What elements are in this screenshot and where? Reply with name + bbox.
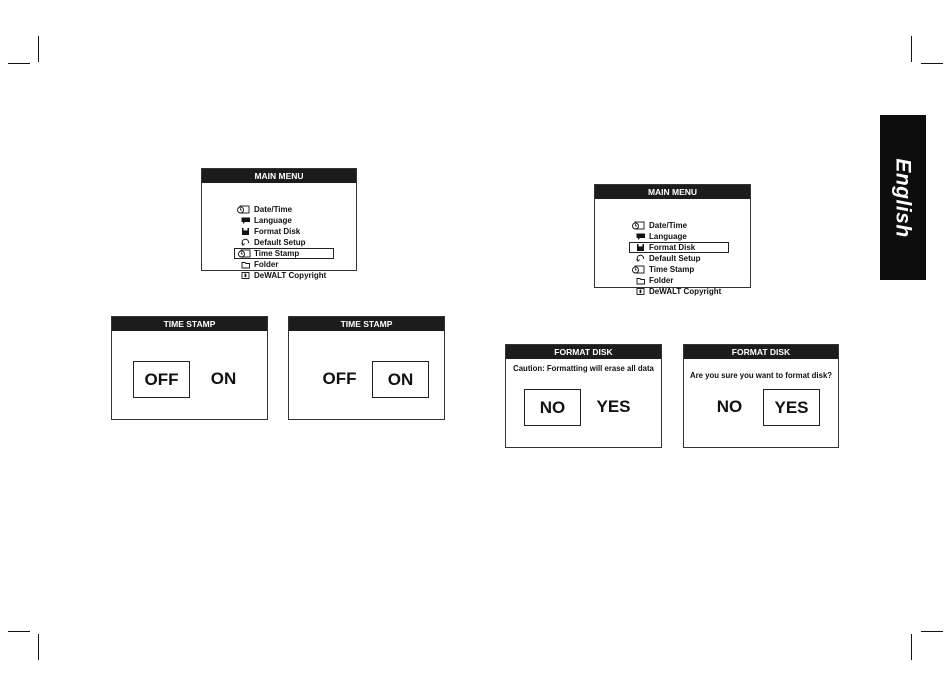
yes-option[interactable]: YES [596, 397, 631, 416]
crop-mark [38, 634, 39, 660]
screen-title: TIME STAMP [289, 317, 444, 331]
language-tab [880, 115, 926, 280]
copyright-icon [240, 271, 253, 281]
no-option[interactable]: NO [524, 389, 581, 426]
speech-bubble-icon [635, 232, 648, 242]
right-main-menu-screen [594, 184, 751, 296]
time-stamp-on-screen [288, 316, 445, 420]
crop-mark [911, 36, 912, 62]
crop-mark [921, 631, 943, 632]
menu-item-language[interactable] [236, 215, 336, 226]
menu-item-folder[interactable] [631, 275, 731, 286]
menu-item-label: DeWALT Copyright [649, 287, 722, 296]
disk-icon [240, 227, 253, 237]
menu-item-label: Default Setup [649, 254, 701, 263]
menu-item-label: Date/Time [649, 221, 688, 230]
off-option[interactable]: OFF [133, 361, 190, 398]
format-disk-caution-screen [505, 344, 662, 448]
menu-item-time-stamp[interactable] [631, 264, 731, 275]
menu-item-format-disk[interactable] [236, 226, 336, 237]
format-disk-confirm-screen [683, 344, 839, 448]
menu-item-default-setup[interactable] [631, 253, 731, 264]
menu-item-dewalt-copyright[interactable] [631, 286, 731, 297]
menu-item-label: Date/Time [254, 205, 293, 214]
crop-mark [921, 63, 943, 64]
on-option[interactable]: ON [372, 361, 429, 398]
folder-icon [635, 276, 648, 286]
reset-arrow-icon [635, 254, 648, 264]
menu-item-label: Format Disk [254, 227, 301, 236]
screen-title: TIME STAMP [112, 317, 267, 331]
menu-item-label: Format Disk [649, 243, 696, 252]
menu-item-label: Language [649, 232, 687, 241]
confirm-message: Are you sure you want to format disk? [689, 371, 833, 380]
menu-item-label: Folder [649, 276, 674, 285]
menu-item-folder[interactable] [236, 259, 336, 270]
disk-icon [635, 243, 648, 253]
speech-bubble-icon [240, 216, 253, 226]
folder-icon [240, 260, 253, 270]
menu-title: MAIN MENU [595, 185, 750, 199]
left-main-menu-screen [201, 168, 357, 280]
crop-mark [8, 631, 30, 632]
menu-item-label: Language [254, 216, 292, 225]
menu-item-label: Default Setup [254, 238, 306, 247]
copyright-icon [635, 287, 648, 297]
clock-icon [238, 249, 251, 259]
clock-icon [237, 205, 250, 215]
clock-icon [632, 221, 645, 231]
menu-item-format-disk[interactable] [629, 242, 729, 253]
crop-mark [38, 36, 39, 62]
off-option[interactable]: OFF [322, 369, 357, 388]
menu-item-dewalt-copyright[interactable] [236, 270, 336, 281]
menu-item-date-time[interactable] [631, 220, 731, 231]
menu-item-label: Time Stamp [649, 265, 695, 274]
menu-item-time-stamp[interactable] [234, 248, 334, 259]
yes-option[interactable]: YES [763, 389, 820, 426]
on-option[interactable]: ON [210, 369, 237, 388]
time-stamp-off-screen [111, 316, 268, 420]
screen-title: FORMAT DISK [684, 345, 838, 359]
clock-icon [632, 265, 645, 275]
reset-arrow-icon [240, 238, 253, 248]
screen-title: FORMAT DISK [506, 345, 661, 359]
menu-item-label: Time Stamp [254, 249, 300, 258]
menu-item-language[interactable] [631, 231, 731, 242]
menu-title: MAIN MENU [202, 169, 356, 183]
crop-mark [8, 63, 30, 64]
menu-item-default-setup[interactable] [236, 237, 336, 248]
language-tab-label: English [892, 157, 915, 238]
caution-message: Caution: Formatting will erase all data [513, 364, 654, 373]
menu-item-date-time[interactable] [236, 204, 336, 215]
menu-item-label: Folder [254, 260, 279, 269]
no-option[interactable]: NO [716, 397, 743, 416]
menu-item-label: DeWALT Copyright [254, 271, 327, 280]
crop-mark [911, 634, 912, 660]
